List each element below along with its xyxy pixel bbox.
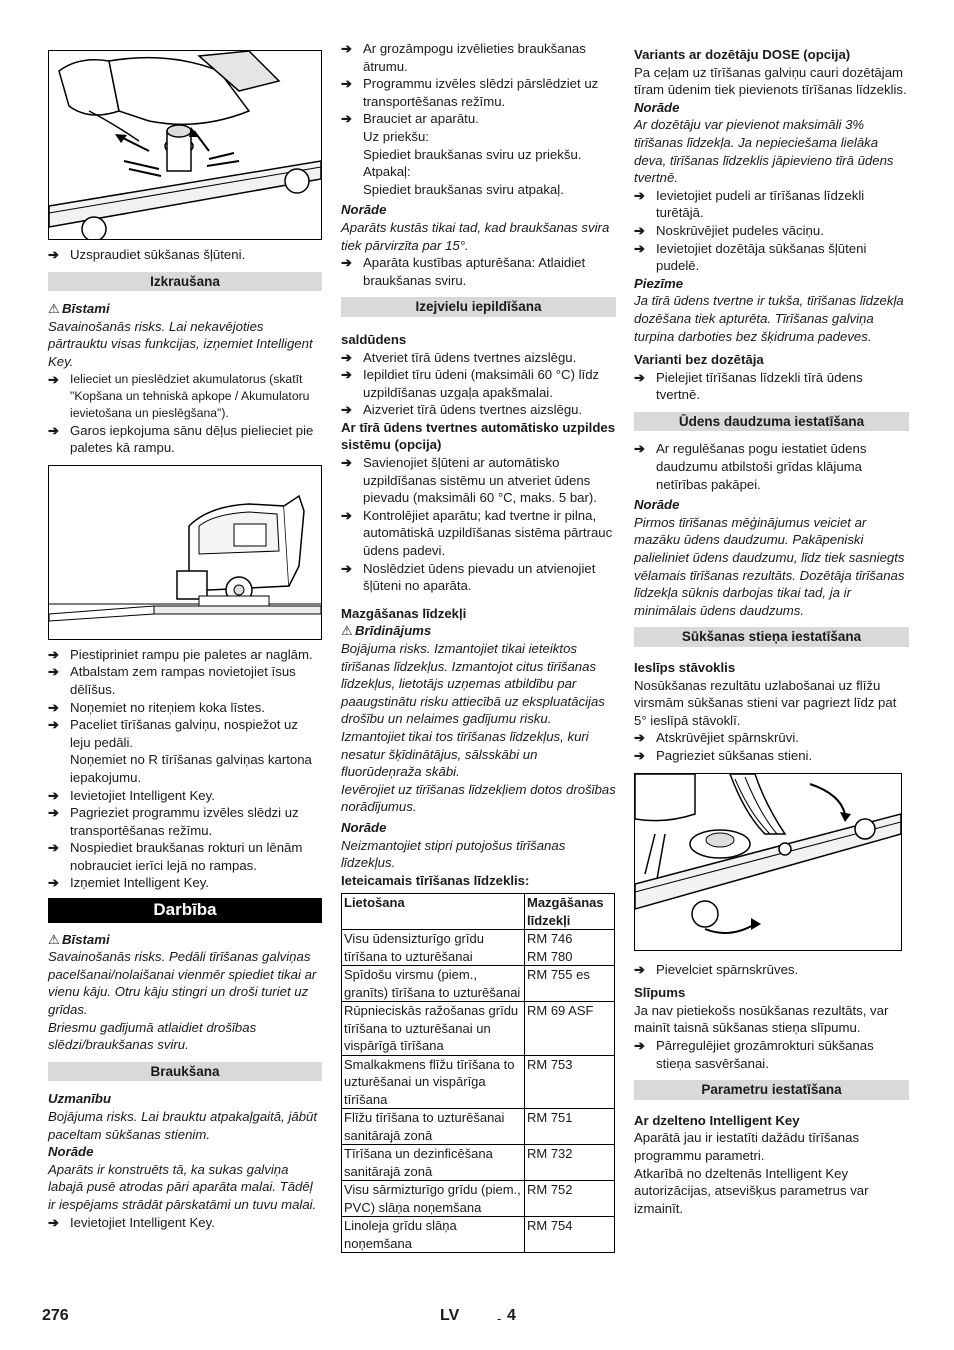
- arrow-right-icon: ➔: [48, 875, 60, 891]
- arrow-right-icon: ➔: [341, 507, 353, 523]
- subheading-no-dose: Varianti bez dozētāja: [634, 352, 764, 368]
- table-cell: RM 755 es: [525, 966, 615, 1002]
- arrow-right-icon: ➔: [48, 805, 60, 821]
- table-cell: RM 732: [525, 1145, 615, 1181]
- figure-suction-bar: [634, 773, 902, 951]
- table-cell: Tīrīšana un dezinficēšana sanitārajā zonā: [342, 1145, 525, 1181]
- step-pour-detergent: ➔ Pielejiet tīrīšanas līdzekli tīrā ūdens tvertnē.: [634, 369, 863, 403]
- arrow-right-icon: ➔: [634, 961, 646, 977]
- table-cell: Visu sārmizturīgo grīdu (piem., PVC) slāņa noņemšana: [342, 1181, 525, 1217]
- arrow-right-icon: ➔: [48, 787, 60, 803]
- language-code: LV: [440, 1307, 460, 1324]
- step-unscrew-cap: ➔ Noskrūvējiet pudeles vāciņu.: [634, 222, 824, 238]
- step-remove-key: ➔ Izņemiet Intelligent Key.: [48, 875, 210, 891]
- arrow-right-icon: ➔: [634, 240, 646, 256]
- subheading-detergents: Mazgāšanas līdzekļi: [341, 605, 467, 621]
- dose-text: Pa ceļam uz tīrīšanas galviņu cauri dozētājam tīram ūdenim tiek pievienots tīrīšanas līdzeklis.: [634, 64, 907, 98]
- arrow-right-icon: ➔: [48, 371, 60, 387]
- danger-text-2: Briesmu gadījumā atlaidiet drošības slēdzi/braukšanas sviru.: [48, 1019, 257, 1053]
- table-header-cell: Mazgāšanas līdzekļi: [525, 894, 615, 930]
- machine-on-ramp-illustration: [49, 466, 321, 639]
- step-stop-machine: ➔ Aparāta kustības apturēšana: Atlaidiet braukšanas sviru.: [341, 255, 586, 288]
- note-text: Aparāts kustās tikai tad, kad braukšanas svira tiek pārvirzīta par 15°.: [341, 219, 610, 253]
- column-3: [634, 40, 909, 1217]
- warning-triangle-icon: ⚠: [341, 623, 353, 639]
- recommended-detergent-label: Ieteicamais tīrīšanas līdzeklis:: [341, 872, 530, 888]
- arrow-right-icon: ➔: [341, 367, 353, 383]
- table-cell: Rūpnieciskās ražošanas grīdu tīrīšana to uzturēšanai un vispārīgā tīrīšana: [342, 1002, 525, 1056]
- table-cell: Smalkakmens flīžu tīrīšana to uzturēšanai un vispārīga tīrīšana: [342, 1055, 525, 1109]
- step-transport-mode: ➔ Programmu izvēles slēdzi pārslēdziet uz transportēšanas režīmu.: [341, 76, 599, 109]
- step-adjust-handle: ➔ Pārregulējiet grozāmrokturi sūkšanas stieņa sasvēršanai.: [634, 1037, 874, 1071]
- step-drive: ➔ Brauciet ar aparātu.: [341, 111, 479, 127]
- table-cell: Visu ūdensizturīgo grīdu tīrīšana to uzturēšanai: [342, 930, 525, 966]
- arrow-right-icon: ➔: [341, 255, 353, 271]
- subheading-dose: Variants ar dozētāju DOSE (opcija): [634, 47, 851, 62]
- subheading-yellow-key: Ar dzelteno Intelligent Key: [634, 1112, 800, 1128]
- chapter-title-operation: Darbība: [48, 898, 322, 923]
- step-select-speed: ➔ Ar grozāmpogu izvēlieties braukšanas ātrumu.: [341, 41, 586, 74]
- note-text: Neizmantojiet stipri putojošus tīrīšanas līdzekļus.: [341, 837, 566, 871]
- arrow-right-icon: ➔: [48, 699, 60, 715]
- note-text: Aparāts ir konstruēts tā, ka sukas galviņa labajā pusē atrodas pāri aparāta malai. Tādēļ ir iespējams strādāt pārskatāmi un tuvu malai.: [48, 1161, 317, 1212]
- table-cell: Spīdošu virsmu (piem., granīts) tīrīšana to uzturēšanai: [342, 966, 525, 1002]
- section-title-parameters: Parametru iestatīšana: [634, 1080, 909, 1100]
- warning-text-2: Izmantojiet tikai tos tīrīšanas līdzekļus, kuri nesatur šķīdinātājus, sālsskābi un fluorūdeņraža skābi.: [341, 728, 589, 780]
- step-insert-bottle: ➔ Ievietojiet pudeli ar tīrīšanas līdzekli turētājā.: [634, 187, 865, 221]
- table-cell: RM 751: [525, 1109, 615, 1145]
- table-row: [342, 1181, 615, 1217]
- backward-label: Atpakaļ:: [363, 164, 411, 180]
- remark-label: Piezīme: [634, 275, 684, 291]
- danger-label: ⚠ Bīstami: [48, 301, 110, 317]
- indent-remove-carton: Noņemiet no R tīrīšanas galviņas kartona iepakojumu.: [70, 752, 312, 785]
- step-close-supply: ➔ Noslēdziet ūdens pievadu un atvienojiet šļūteni no aparāta.: [341, 560, 596, 594]
- yellow-key-text: Aparātā jau ir iestatīti dažādu tīrīšanas programmu parametri.: [634, 1130, 860, 1163]
- section-title-driving: Braukšana: [48, 1062, 322, 1082]
- caution-label: Uzmanību: [48, 1091, 112, 1107]
- arrow-right-icon: ➔: [634, 730, 646, 746]
- step-insert-key: ➔ Ievietojiet Intelligent Key.: [48, 787, 215, 803]
- table-cell: RM 752: [525, 1181, 615, 1217]
- step-fill-water: ➔ Iepildiet tīru ūdeni (maksimāli 60 °C) līdz uzpildīšanas uzgaļa apakšmalai.: [341, 367, 600, 400]
- arrow-right-icon: ➔: [634, 369, 646, 385]
- step-drive-down-ramp: ➔ Nospiediet braukšanas rokturi un lēnām nobrauciet ierīci lejā no rampas.: [48, 840, 303, 873]
- forward-text: Spiediet braukšanas sviru uz priekšu.: [363, 146, 582, 162]
- step-connect-hose: ➔ Savienojiet šļūteni ar automātisko uzpildīšanas sistēmu un atveriet ūdens pievadu (maksimāli 60 °C, maks. 5 bar).: [341, 455, 597, 506]
- page-number: 276: [42, 1307, 69, 1324]
- arrow-right-icon: ➔: [341, 41, 353, 56]
- section-title-unloading: Izkraušana: [48, 272, 322, 292]
- column-1: [48, 40, 322, 1231]
- arrow-right-icon: ➔: [341, 349, 353, 365]
- section-title-suction-bar: Sūkšanas stieņa iestatīšana: [634, 627, 909, 647]
- arrow-right-icon: ➔: [341, 455, 353, 471]
- step-loosen-wing-screw: ➔ Atskrūvējiet spārnskrūvi.: [634, 730, 799, 746]
- subheading-auto-fill: Ar tīrā ūdens tvertnes automātisko uzpildes sistēmu (opcija): [341, 419, 616, 453]
- figure-suction-hose: [48, 50, 322, 240]
- step-remove-wood-strips: ➔ Noņemiet no riteņiem koka līstes.: [48, 699, 265, 715]
- suction-bar-illustration: [635, 774, 901, 950]
- arrow-right-icon: ➔: [48, 422, 60, 438]
- warning-label: ⚠ Brīdinājums: [341, 623, 432, 639]
- table-cell: Linoleja grīdu slāņa noņemšana: [342, 1217, 525, 1253]
- danger-label: ⚠ Bīstami: [48, 931, 110, 947]
- arrow-right-icon: ➔: [48, 247, 60, 262]
- step-tighten-wing-screws: ➔ Pievelciet spārnskrūves.: [634, 961, 799, 977]
- remark-text: Ja tīrā ūdens tvertne ir tukša, tīrīšanas līdzekļa dozēšana tiek apturēta. Tīrīšanas galviņa turpina darboties bez šķidruma padeves.: [634, 293, 904, 344]
- table-cell: Flīžu tīrīšana to uzturēšanai sanitārajā zonā: [342, 1109, 525, 1145]
- step-program-selector: ➔ Pagrieziet programmu izvēles slēdzi uz transportēšanas režīmu.: [48, 805, 299, 838]
- step-lift-head: ➔ Paceliet tīrīšanas galviņu, nospiežot uz leju pedāli.: [48, 717, 298, 750]
- subheading-inclination: Slīpums: [634, 985, 686, 1001]
- suction-hose-illustration: [49, 51, 321, 239]
- table-row: [342, 966, 615, 1002]
- arrow-right-icon: ➔: [341, 76, 353, 92]
- note-text: Ar dozētāju var pievienot maksimāli 3% tīrīšanas līdzekļa. Ja nepieciešama lielāka deva, tīrīšanas līdzeklis jāpievieno tīrā ūdens tvertnē.: [634, 117, 894, 186]
- step-set-water-amount: ➔ Ar regulēšanas pogu iestatiet ūdens daudzumu atbilstoši grīdas klājuma netīrības pakāpei.: [634, 441, 867, 492]
- table-row: [342, 1002, 615, 1056]
- arrow-right-icon: ➔: [48, 664, 60, 680]
- arrow-right-icon: ➔: [341, 111, 353, 127]
- subheading-fresh-water: saldūdens: [341, 331, 407, 347]
- arrow-right-icon: ➔: [634, 187, 646, 203]
- note-label: Norāde: [341, 202, 387, 218]
- forward-label: Uz priekšu:: [363, 128, 429, 144]
- table-row: [342, 930, 615, 966]
- arrow-right-icon: ➔: [634, 222, 646, 238]
- table-cell: RM 753: [525, 1055, 615, 1109]
- table-row: [342, 1217, 615, 1253]
- column-2: [341, 40, 616, 1253]
- footer-separator: -: [497, 1311, 502, 1326]
- table-cell: RM 746 RM 780: [525, 930, 615, 966]
- table-header-row: [342, 894, 615, 930]
- step-close-lock: ➔ Aizveriet tīrā ūdens tvertnes aizslēgu.: [341, 402, 583, 418]
- arrow-right-icon: ➔: [48, 717, 60, 733]
- note-text: Pirmos tīrīšanas mēģinājumus veiciet ar mazāku ūdens daudzumu. Pakāpeniski palieliniet ūdens daudzumu, līdz tiek sasniegts vēlamais tīrīšanas rezultāts. Dozētāja tīrīšanas līdzekļa sūknis darbojas tikai tad, ja ir minimālais ūdens daudzums.: [634, 514, 905, 618]
- step-insert-dose-hose: ➔ Ievietojiet dozētāja sūkšanas šļūteni pudelē.: [634, 240, 867, 274]
- step-attach-hose: ➔ Uzspraudiet sūkšanas šļūteni.: [48, 247, 246, 262]
- arrow-right-icon: ➔: [634, 747, 646, 763]
- inclination-text: Ja nav pietiekošs nosūkšanas rezultāts, var mainīt taisnā sūkšanas stieņa slīpumu.: [634, 1002, 889, 1036]
- arrow-right-icon: ➔: [48, 840, 60, 856]
- backward-text: Spiediet braukšanas sviru atpakaļ.: [363, 181, 564, 197]
- arrow-right-icon: ➔: [634, 441, 646, 457]
- arrow-right-icon: ➔: [634, 1037, 646, 1053]
- table-row: [342, 1055, 615, 1109]
- step-insert-batteries: ➔ Ielieciet un pieslēdziet akumulatorus (skatīt "Kopšana un tehniskā apkope / Akumulatoru ievietošana un pieslēgšana").: [48, 371, 310, 420]
- warning-text: Bojājuma risks. Izmantojiet tikai ieteiktos tīrīšanas līdzekļus. Izmantojot citus tīrīšanas līdzekļus, lietotājs uzņemas atbildību par paaugstinātu risku attiecībā uz ekspluatācijas drošību un nelaimes gadījumu risku.: [341, 641, 605, 727]
- section-title-water-amount: Ūdens daudzuma iestatīšana: [634, 412, 909, 432]
- detergent-table: [341, 893, 615, 1253]
- tilted-text: Nosūkšanas rezultātu uzlabošanai uz flīžu virsmām sūkšanas stieni var pagriezt līdz pat 5° ieslīpā stāvoklī.: [634, 677, 897, 728]
- step-ramp-nails: ➔ Piestipriniet rampu pie paletes ar naglām.: [48, 646, 313, 662]
- note-label: Norāde: [634, 99, 680, 115]
- arrow-right-icon: ➔: [341, 402, 353, 418]
- danger-text: Savainošanās risks. Lai nekavējoties pārtrauktu visas funkcijas, izņemiet Intelligent Key.: [48, 318, 313, 369]
- danger-text: Savainošanās risks. Pedāli tīrīšanas galviņas pacelšanai/nolaišanai vienmēr spiediet tikai ar vienu kāju. Otru kāju stingri un droši turiet uz grīdas.: [48, 949, 317, 1018]
- step-turn-suction-bar: ➔ Pagrieziet sūkšanas stieni.: [634, 747, 813, 763]
- subheading-tilted: Ieslīps stāvoklis: [634, 660, 736, 675]
- table-row: [342, 1109, 615, 1145]
- warning-triangle-icon: ⚠: [48, 301, 60, 317]
- note-label: Norāde: [48, 1144, 94, 1160]
- yellow-key-text-2: Atkarībā no dzeltenās Intelligent Key autorizācijas, atsevišķus parametrus var izmainīt.: [634, 1165, 869, 1216]
- note-label: Norāde: [634, 497, 680, 513]
- sub-page-number: 4: [507, 1307, 516, 1324]
- arrow-right-icon: ➔: [341, 560, 353, 576]
- step-support-boards: ➔ Atbalstam zem rampas novietojiet īsus dēlīšus.: [48, 664, 296, 697]
- section-title-filling: Izejvielu iepildīšana: [341, 297, 616, 317]
- warning-triangle-icon: ⚠: [48, 931, 60, 947]
- step-ramp-boards: ➔ Garos iepkojuma sānu dēļus pielieciet pie paletes kā rampu.: [48, 422, 314, 456]
- note-label: Norāde: [341, 819, 387, 835]
- arrow-right-icon: ➔: [48, 1214, 60, 1230]
- table-row: [342, 1145, 615, 1181]
- table-cell: RM 69 ASF: [525, 1002, 615, 1056]
- table-cell: RM 754: [525, 1217, 615, 1253]
- warning-text-3: Ievērojiet uz tīrīšanas līdzekļiem dotos drošības norādījumus.: [341, 781, 616, 815]
- step-control-machine: ➔ Kontrolējiet aparātu; kad tvertne ir pilna, automātiskā uzpildīšanas sistēma pārtrauc ūdens padevi.: [341, 507, 613, 559]
- arrow-right-icon: ➔: [48, 646, 60, 662]
- figure-ramp: [48, 465, 322, 640]
- step-insert-key-2: ➔ Ievietojiet Intelligent Key.: [48, 1214, 215, 1230]
- step-open-lock: ➔ Atveriet tīrā ūdens tvertnes aizslēgu.: [341, 349, 577, 365]
- table-header-cell: Lietošana: [342, 894, 525, 930]
- caution-text: Bojājuma risks. Lai brauktu atpakaļgaitā, jābūt paceltam sūkšanas stienim.: [48, 1109, 318, 1142]
